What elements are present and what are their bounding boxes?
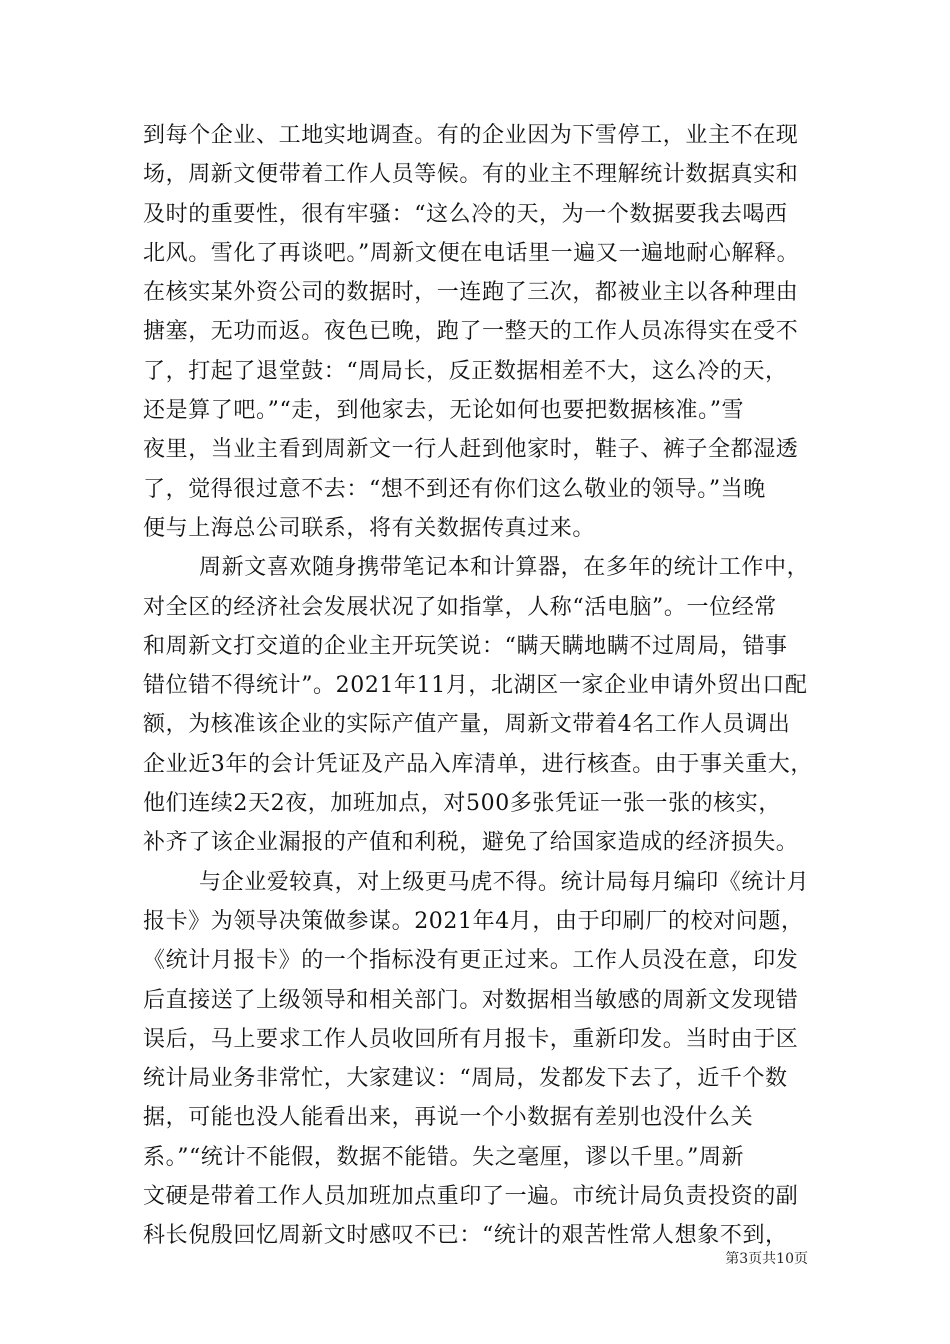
text-line: 补齐了该企业漏报的产值和利税，避免了给国家造成的经济损失。 — [143, 830, 799, 856]
text-line: 《统计月报卡》的一个指标没有更正过来。工作人员没在意，印发 — [143, 948, 799, 974]
text-line: 企业近3年的会计凭证及产品入库清单，进行核查。由于事关重大， — [143, 751, 813, 777]
text-line: 文硬是带着工作人员加班加点重印了一遍。市统计局负责投资的副 — [143, 1184, 799, 1210]
paragraph-start-line: 周新文喜欢随身携带笔记本和计算器，在多年的统计工作中， — [199, 555, 810, 581]
text-line: 系。”“统计不能假，数据不能错。失之毫厘，谬以千里。”周新 — [143, 1144, 745, 1170]
text-line: 了，觉得很过意不去：“想不到还有你们这么敬业的领导。”当晚 — [143, 476, 766, 502]
body-text — [143, 116, 843, 1256]
text-line: 据，可能也没人能看出来，再说一个小数据有差别也没什么关 — [143, 1105, 754, 1131]
text-line: 搪塞，无功而返。夜色已晚，跑了一整天的工作人员冻得实在受不 — [143, 319, 799, 345]
text-line: 报卡》为领导决策做参谋。2021年4月，由于印刷厂的校对问题， — [143, 908, 804, 934]
text-line: 对全区的经济社会发展状况了如指掌，人称“活电脑”。一位经常 — [143, 594, 777, 620]
text-line: 误后，马上要求工作人员收回所有月报卡，重新印发。当时由于区 — [143, 1026, 799, 1052]
text-line: 额，为核准该企业的实际产值产量，周新文带着4名工作人员调出 — [143, 712, 791, 738]
text-line: 后直接送了上级领导和相关部门。对数据相当敏感的周新文发现错 — [143, 987, 799, 1013]
page-number: 第3页共10页 — [725, 1251, 808, 1267]
text-line: 便与上海总公司联系，将有关数据传真过来。 — [143, 515, 596, 541]
text-line: 科长倪殷回忆周新文时感叹不已：“统计的艰苦性常人想象不到， — [143, 1223, 788, 1249]
text-line: 统计局业务非常忙，大家建议：“周局，发都发下去了，近千个数 — [143, 1066, 788, 1092]
text-line: 夜里，当业主看到周新文一行人赶到他家时，鞋子、裤子全都湿透 — [143, 437, 799, 463]
text-line: 还是算了吧。”“走，到他家去，无论如何也要把数据核准。”雪 — [143, 398, 745, 424]
text-line: 他们连续2天2夜，加班加点，对500多张凭证一张一张的核实， — [143, 791, 781, 817]
text-line: 及时的重要性，很有牢骚：“这么冷的天，为一个数据要我去喝西 — [143, 201, 788, 227]
text-line: 场，周新文便带着工作人员等候。有的业主不理解统计数据真实和 — [143, 162, 799, 188]
text-line: 在核实某外资公司的数据时，一连跑了三次，都被业主以各种理由 — [143, 280, 799, 306]
text-line: 了，打起了退堂鼓：“周局长，反正数据相差不大，这么冷的天， — [143, 358, 788, 384]
text-line: 错位错不得统计”。2021年11月，北湖区一家企业申请外贸出口配 — [143, 673, 808, 699]
text-line: 北风。雪化了再谈吧。”周新文便在电话里一遍又一遍地耐心解释。 — [143, 240, 800, 266]
text-line: 和周新文打交道的企业主开玩笑说：“瞒天瞒地瞒不过周局，错事 — [143, 633, 788, 659]
text-line: 到每个企业、工地实地调查。有的企业因为下雪停工，业主不在现 — [143, 123, 799, 148]
paragraph-start-line: 与企业爱较真，对上级更马虎不得。统计局每月编印《统计月 — [199, 869, 810, 895]
